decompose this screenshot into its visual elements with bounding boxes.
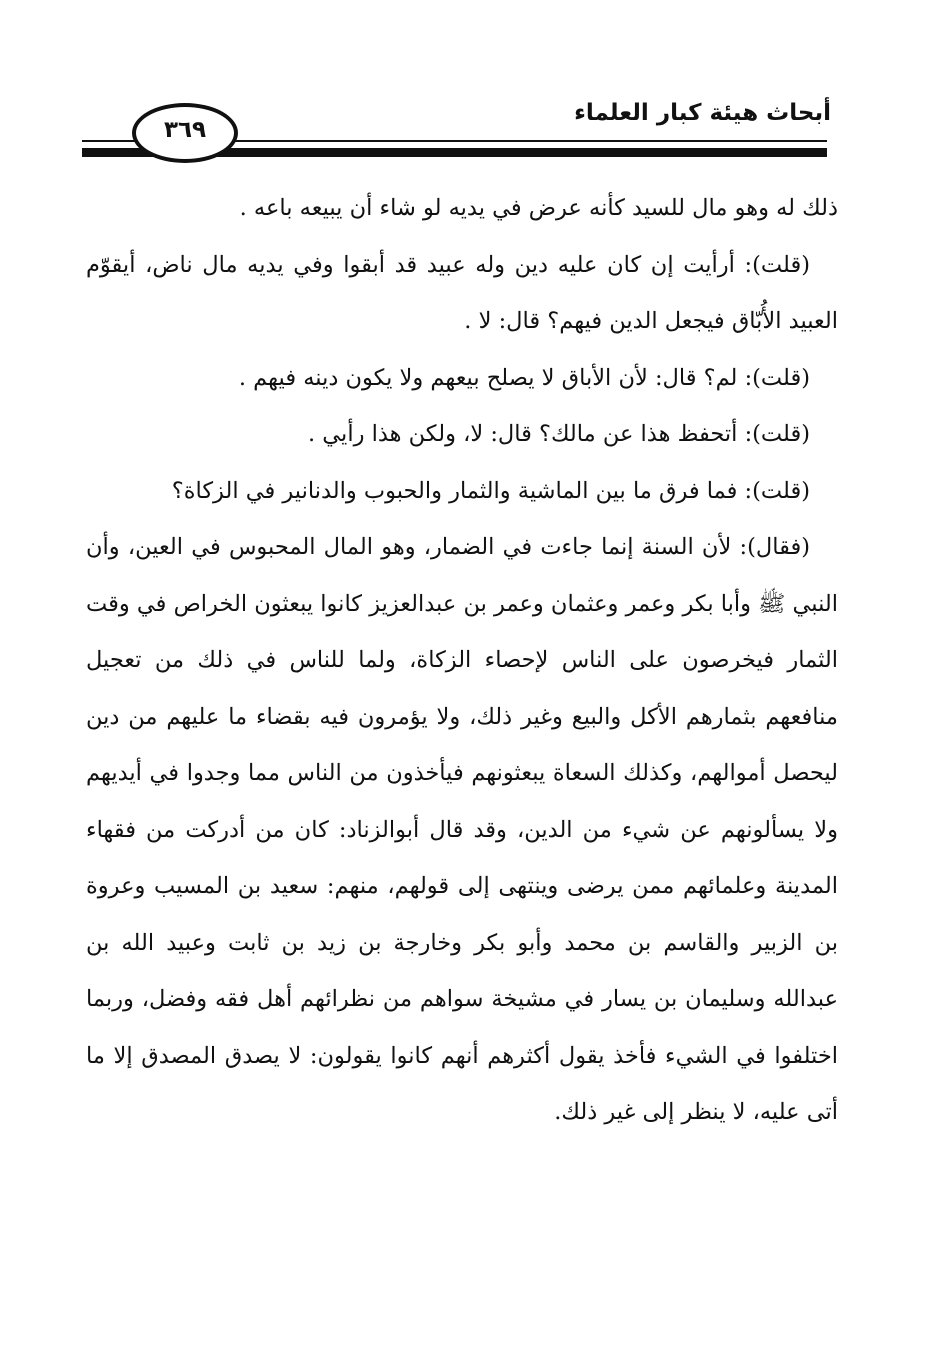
- paragraph: (فقال): لأن السنة إنما جاءت في الضمار، وهو المال المحبوس في العين، وأن النبي ﷺ وأبا بكر وعمر وعثمان وعمر بن عبدالعزيز كانوا يبعثون الخراص في وقت الثمار فيخرصون على الناس لإحصاء الزكاة، ولما للناس في ذلك من تعجيل منافعهم بثمارهم الأكل والبيع وغير ذلك، ولا يؤمرون فيه بقضاء ما عليهم من دين ليحصل أموالهم، وكذلك السعاة يبعثونهم فيأخذون من الناس مما وجدوا في أيديهم ولا يسألونهم عن شيء من الدين، وقد قال أبوالزناد: كان من أدركت من فقهاء المدينة وعلمائهم ممن يرضى وينتهى إلى قولهم، منهم: سعيد بن المسيب وعروة بن الزبير والقاسم بن محمد وأبو بكر وخارجة بن زيد بن ثابت وعبيد الله بن عبدالله وسليمان بن يسار في مشيخة سواهم من نظرائهم أهل فقه وفضل، وربما اختلفوا في الشيء فأخذ يقول أكثرهم أنهم كانوا يقولون: لا يصدق المصدق إلا ما أتى عليه، لا ينظر إلى غير ذلك.: [86, 534, 838, 1125]
- paragraph: (قلت): لم؟ قال: لأن الأباق لا يصلح بيعهم ولا يكون دينه فيهم .: [238, 364, 810, 391]
- paragraph: ذلك له وهو مال للسيد كأنه عرض في يديه لو شاء أن يبيعه باعه .: [239, 195, 838, 221]
- page-number: ٣٦٩: [163, 117, 207, 143]
- paragraph: (قلت): فما فرق ما بين الماشية والثمار والحبوب والدنانير في الزكاة؟: [171, 477, 810, 504]
- paragraph: (قلت): أرأيت إن كان عليه دين وله عبيد قد أبقوا وفي يديه مال ناض، أيقوّم العبيد الأُبّاق فيجعل الدين فيهم؟ قال: لا .: [86, 251, 838, 334]
- body-text: [86, 180, 838, 1141]
- paragraph: (قلت): أتحفظ هذا عن مالك؟ قال: لا، ولكن هذا رأيي .: [308, 421, 810, 447]
- page-number-oval: [132, 103, 238, 163]
- running-header-title: أبحاث هيئة كبار العلماء: [574, 100, 831, 126]
